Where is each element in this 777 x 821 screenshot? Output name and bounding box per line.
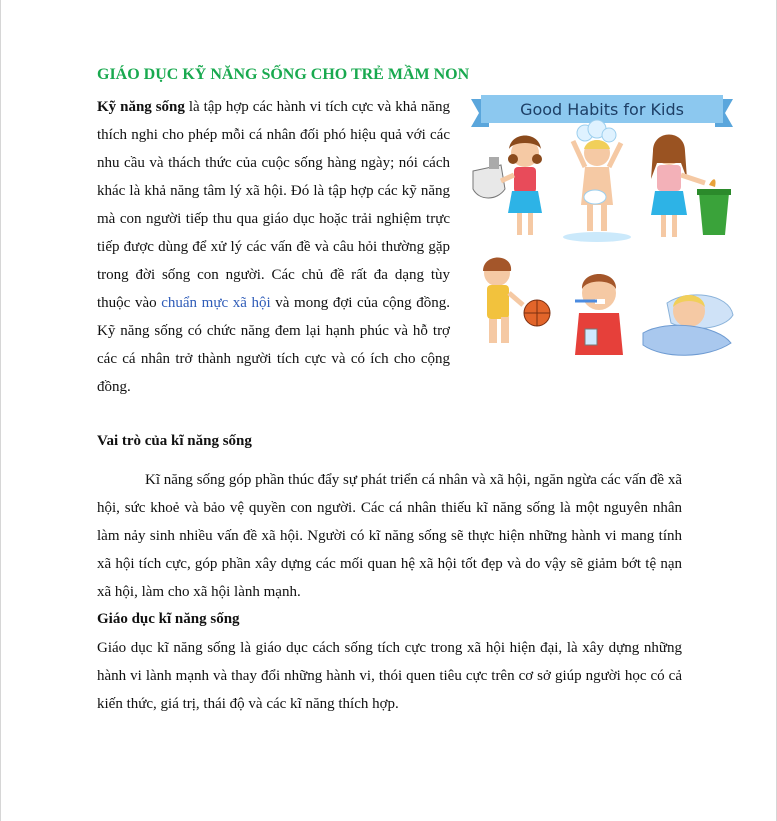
sleeping-scene xyxy=(643,295,733,355)
intro-text-after-link: và mong đợi của cộng đồng. Kỹ năng sống có chức năng đem lại hạnh phúc và hỗ trợ các cá nhân trở thành người tích cực và có ích cho cộng đồng. xyxy=(97,295,450,395)
showering-scene xyxy=(563,120,631,242)
social-norms-link[interactable]: chuẩn mực xã hội xyxy=(161,295,271,311)
section1-body: Kĩ năng sống góp phần thúc đẩy sự phát triển cá nhân và xã hội, ngăn ngừa các vấn đề xã hội, sức khoẻ và bảo vệ quyền con người. Các cá nhân thiếu kĩ năng sống là một nguyên nhân làm nảy sinh nhiều vấn đề xã hội. Người có kĩ năng sống sẽ thực hiện những hành vi mang tính xã hội tích cực, góp phần xây dựng các mối quan hệ xã hội tốt đẹp và do vậy sẽ giảm bớt tệ nạn xã hội, làm cho xã hội lành mạnh. xyxy=(97,472,682,600)
banner-text: Good Habits for Kids xyxy=(520,100,684,119)
section1-heading: Vai trò của kĩ năng sống xyxy=(97,433,252,449)
playing-basketball-scene xyxy=(483,258,550,344)
good-habits-illustration xyxy=(467,93,737,378)
intro-paragraph xyxy=(97,93,450,401)
section2-body: Giáo dục kĩ năng sống là giáo dục cách sống tích cực trong xã hội hiện đại, là xây dựng những hành vi lành mạnh và thay đổi những hành vi, thói quen tiêu cực trên cơ sở giúp người học có cả kiến thức, giá trị, thái độ và các kĩ năng thích hợp. xyxy=(97,640,682,712)
section2-heading: Giáo dục kĩ năng sống xyxy=(97,611,240,627)
throwing-trash-scene xyxy=(651,135,731,238)
document-title: GIÁO DỤC KỸ NĂNG SỐNG CHO TRẺ MẦM NON xyxy=(97,66,470,83)
intro-text-before-link: là tập hợp các hành vi tích cực và khả năng thích nghi cho phép mỗi cá nhân đối phó hiệu quả với các nhu cầu và thách thức của cuộc sống hàng ngày; nói cách khác là khả năng tâm lý xã hội. Đó là tập hợp các kỹ năng mà con người tiếp thu qua giáo dục hoặc trải nghiệm trực tiếp được dùng để xử lý các vấn đề và câu hỏi thường gặp trong đời sống con người. Các chủ đề rất đa dạng tùy thuộc vào xyxy=(97,99,450,311)
washing-hands-scene xyxy=(473,136,542,236)
brushing-teeth-scene xyxy=(575,274,623,355)
intro-bold-term: Kỹ năng sống xyxy=(97,99,185,115)
